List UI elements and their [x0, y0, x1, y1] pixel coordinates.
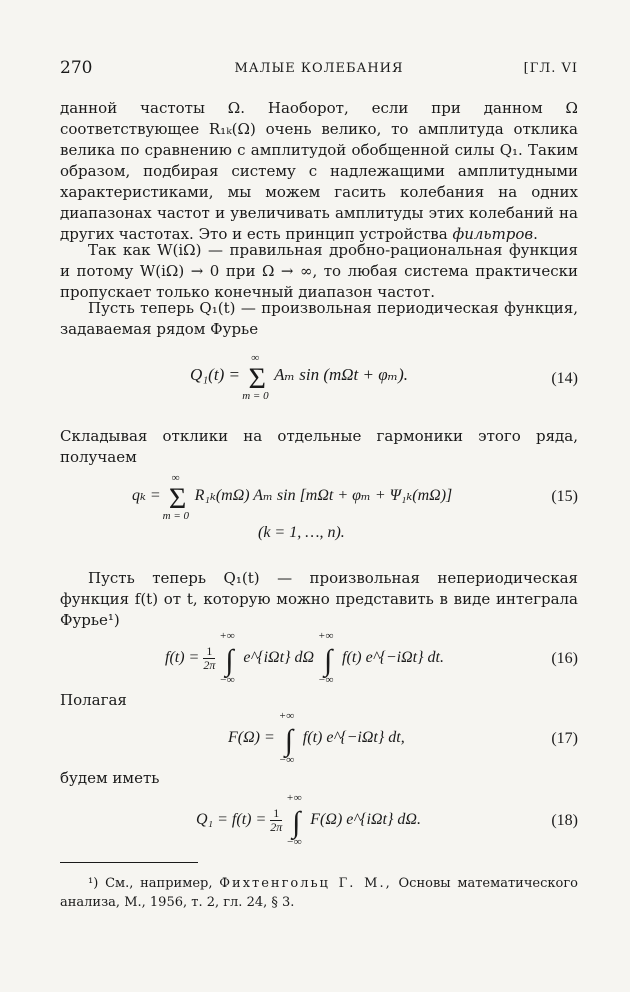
sum-lower: m = 0	[242, 390, 269, 402]
footnote-author: Фихтенгольц Г. М.,	[219, 876, 392, 891]
integral-lower: −∞	[278, 754, 295, 766]
equation-number: (18)	[551, 812, 578, 829]
eq-body: f(t) e^{−iΩt} dt,	[302, 729, 405, 746]
equation-17	[228, 710, 405, 766]
equation-number: (14)	[551, 370, 578, 387]
paragraph-text: Пусть теперь Q₁(t) — произвольная непериодическая функция f(t) от t, которую можно представить в виде интеграла Фурье¹)	[60, 569, 578, 629]
sum-upper: ∞	[171, 472, 180, 484]
sigma-symbol: Σ	[248, 362, 266, 395]
paragraph-periodic	[60, 298, 578, 340]
equation-number: (15)	[551, 488, 578, 505]
running-title: МАЛЫЕ КОЛЕБАНИЯ	[234, 61, 404, 76]
equation-condition: (k = 1, …, n).	[258, 524, 345, 541]
footnote-marker: ¹)	[88, 876, 99, 891]
sum-upper: ∞	[251, 352, 260, 364]
eq-body: R₁ₖ(mΩ) Aₘ sin [mΩt + φₘ + Ψ₁ₖ(mΩ)]	[194, 487, 453, 504]
integral-upper: +∞	[286, 792, 302, 804]
chapter-label: [ГЛ. VI	[523, 61, 578, 76]
page-number: 270	[60, 58, 93, 78]
paragraph-text: Полагая	[60, 691, 127, 709]
integral-upper: +∞	[278, 710, 295, 722]
integral-upper: +∞	[318, 630, 334, 642]
eq-body: f(t) e^{−iΩt} dt.	[342, 649, 444, 666]
footnote	[60, 874, 578, 912]
eq-lhs: f(t) =	[165, 649, 200, 666]
paragraph-setting	[60, 690, 578, 711]
fraction-denominator: 2π	[203, 657, 216, 672]
eq-lhs: Q₁ = f(t) =	[196, 811, 267, 828]
integral-lower: −∞	[219, 674, 235, 686]
paragraph-text: Складывая отклики на отдельные гармоники этого ряда, получаем	[60, 427, 578, 466]
integral-symbol: ∫	[284, 724, 293, 757]
paragraph-we-have	[60, 768, 578, 789]
eq-body: Aₘ sin (mΩt + φₘ).	[274, 365, 408, 384]
equation-16	[165, 630, 444, 686]
fraction-numerator: 1	[270, 807, 282, 821]
equation-18	[196, 792, 421, 848]
integral-symbol: ∫	[323, 644, 333, 677]
emphasis-text: фильтров	[452, 225, 534, 243]
sum-lower: m = 0	[162, 510, 190, 522]
footnote-text: См., например,	[105, 876, 213, 891]
equation-number: (17)	[551, 730, 578, 747]
footnote-source: Основы математического анализа, М., 1956, т. 2, гл. 24, § 3.	[60, 876, 578, 910]
running-header	[60, 58, 578, 82]
paragraph-text: будем иметь	[60, 769, 160, 787]
integral-upper: +∞	[219, 630, 235, 642]
footnote-divider	[60, 862, 198, 863]
paragraph-nonperiodic	[60, 568, 578, 631]
eq-body: F(Ω) e^{iΩt} dΩ.	[310, 811, 421, 828]
integral-symbol: ∫	[225, 644, 234, 677]
integral-symbol: ∫	[292, 806, 301, 839]
eq-mid: e^{iΩt} dΩ	[243, 649, 315, 666]
eq-lhs: qₖ =	[132, 487, 161, 504]
fraction-denominator: 2π	[270, 819, 283, 834]
fraction	[203, 645, 215, 672]
equation-number: (16)	[551, 650, 578, 667]
equation-14	[190, 352, 408, 402]
paragraph-responses	[60, 426, 578, 468]
integral-lower: −∞	[286, 836, 302, 848]
eq-lhs: F(Ω) =	[228, 729, 275, 746]
sigma-symbol: Σ	[168, 482, 187, 515]
integral-lower: −∞	[318, 674, 334, 686]
paragraph-filters: данной частоты Ω. Наоборот, если при данном Ω соответствующее R₁ₖ(Ω) очень велико, то амплитуда отклика велика по сравнению с амплитудой обобщенной силы Q₁. Таким образом, подбирая систему с надлежащими амплитудными характеристиками, мы можем гасить колебания на одних диапазонах частот и увеличивать амплитуды этих колебаний на других частотах. Это и есть принцип устройства фильтров.	[60, 99, 578, 243]
paragraph-text: Пусть теперь Q₁(t) — произвольная периодическая функция, задаваемая рядом Фурье	[60, 299, 578, 338]
paragraph-rational-function	[60, 240, 578, 303]
paragraph-text: Так как W(iΩ) — правильная дробно-рациональная функция и потому W(iΩ) → 0 при Ω → ∞, то любая система практически пропускает только конечный диапазон частот.	[60, 241, 578, 301]
fraction-numerator: 1	[203, 645, 215, 659]
fraction	[270, 807, 282, 834]
eq-lhs: Q₁(t) =	[190, 365, 240, 384]
paragraph-text: данной частоты Ω. Наоборот, если при данном Ω соответствующее R₁ₖ(Ω) очень велико, то амплитуда отклика велика по сравнению с амплитудой обобщенной силы Q₁. Таким образом, подбирая систему с надлежащими амплитудными характеристиками, мы можем гасить колебания на одних диапазонах частот и увеличивать амплитуды этих колебаний на других частотах. Это и есть принцип устройства	[60, 99, 578, 243]
equation-15	[132, 472, 453, 522]
